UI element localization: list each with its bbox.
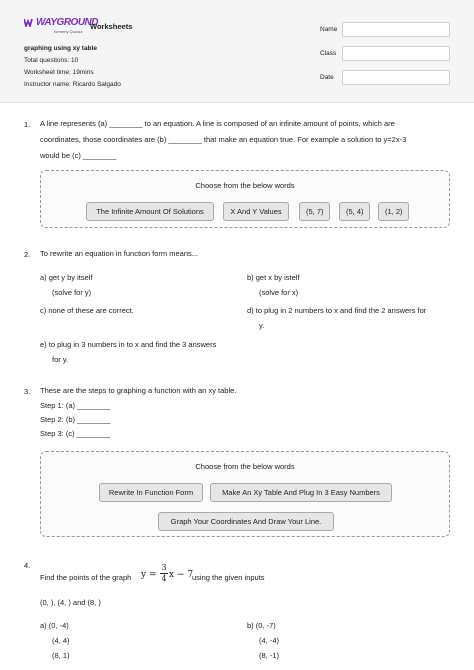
step-2: Step 2: (b) ________ [40,415,111,424]
instructor-name: Instructor name: Ricardo Salgado [24,81,121,88]
option-b [247,618,279,663]
option-a-line-1: a) get y by itself [40,273,93,282]
option-d [247,303,426,333]
question-1-text [40,116,450,164]
class-label: Class [320,50,337,57]
name-field[interactable] [342,22,450,37]
equation-y: y = [141,570,157,580]
word-chip[interactable]: X And Y Values [223,202,289,221]
word-chip[interactable]: The Infinite Amount Of Solutions [86,202,214,221]
option-a [40,270,93,300]
total-questions: Total questions: 10 [24,57,79,64]
step-3: Step 3: (c) ________ [40,429,111,438]
question-4-prompt: Find the points of the graph [40,573,132,582]
doc-type-label: Worksheets [90,22,133,31]
word-bank-1 [40,170,450,228]
question-1-line-3: would be (c) ________ [40,151,117,160]
word-chip[interactable]: Make An Xy Table And Plug In 3 Easy Numbers [210,483,392,502]
word-bank-header: Choose from the below words [195,181,295,190]
equation-rest: x − 7 [169,570,194,580]
option-a-line-2: (solve for y) [52,288,92,297]
word-chip[interactable]: Rewrite In Function Form [99,483,203,502]
word-chip[interactable]: Graph Your Coordinates And Draw Your Line. [158,512,334,531]
wayground-logo [24,17,98,34]
question-1-line-1: A line represents (a) ________ to an equation. A line is composed of an infinite amount of points, which are [40,119,395,128]
name-label: Name [320,26,338,33]
word-chip[interactable]: (5, 7) [299,202,330,221]
question-3-text [40,383,450,441]
option-b [247,270,300,300]
question-2-text: To rewrite an equation in function form means... [40,249,198,258]
option-e-line-1: e) to plug in 3 numbers in to x and find the 3 answers [40,340,217,349]
option-a-line-3: (8, 1) [52,651,70,660]
option-a-line-2: (4, 4) [52,636,70,645]
given-inputs: (0, ), (4, ) and (8, ) [40,598,101,607]
logo-subtext: formerly Quizizz [54,29,83,34]
worksheet-header [0,0,474,103]
worksheet-time: Worksheet time: 19mins [24,69,94,76]
question-number: 4. [24,561,31,570]
worksheet-title: graphing using xy table [24,45,97,52]
logo-text: WAYGROUND [36,17,98,28]
question-number: 1. [24,120,31,129]
date-field[interactable] [342,70,450,85]
word-chip[interactable]: (1, 2) [378,202,409,221]
question-4-suffix: using the given inputs [192,573,265,582]
class-field[interactable] [342,46,450,61]
option-c: c) none of these are correct. [40,306,134,315]
step-1: Step 1: (a) ________ [40,401,111,410]
equation [141,570,157,580]
equation-fraction [160,563,168,584]
option-b-line-2: (solve for x) [259,288,299,297]
fraction-numerator: 3 [161,563,167,572]
option-b-line-1: b) (0, -7) [247,621,276,630]
option-b-line-2: (4, -4) [259,636,280,645]
option-b-line-1: b) get x by istelf [247,273,300,282]
option-e-line-2: for y. [52,355,69,364]
word-chip[interactable]: (5, 4) [339,202,370,221]
logo-icon [24,18,34,27]
question-1-line-2: coordinates, those coordinates are (b) ________ that make an equation true. For example a solution to y=2x-3 [40,135,407,144]
option-d-line-1: d) to plug in 2 numbers to x and find the 2 answers for [247,306,427,315]
date-label: Date [320,74,334,81]
question-number: 2. [24,250,31,259]
word-bank-3 [40,451,450,537]
question-3-prompt: These are the steps to graphing a function with an xy table. [40,386,237,395]
fraction-denominator: 4 [161,574,167,583]
option-e [40,337,216,367]
question-number: 3. [24,387,31,396]
option-d-line-2: y. [259,321,265,330]
option-a-line-1: a) (0, -4) [40,621,69,630]
option-a [40,618,70,663]
option-b-line-3: (8, -1) [259,651,280,660]
word-bank-header: Choose from the below words [195,462,295,471]
